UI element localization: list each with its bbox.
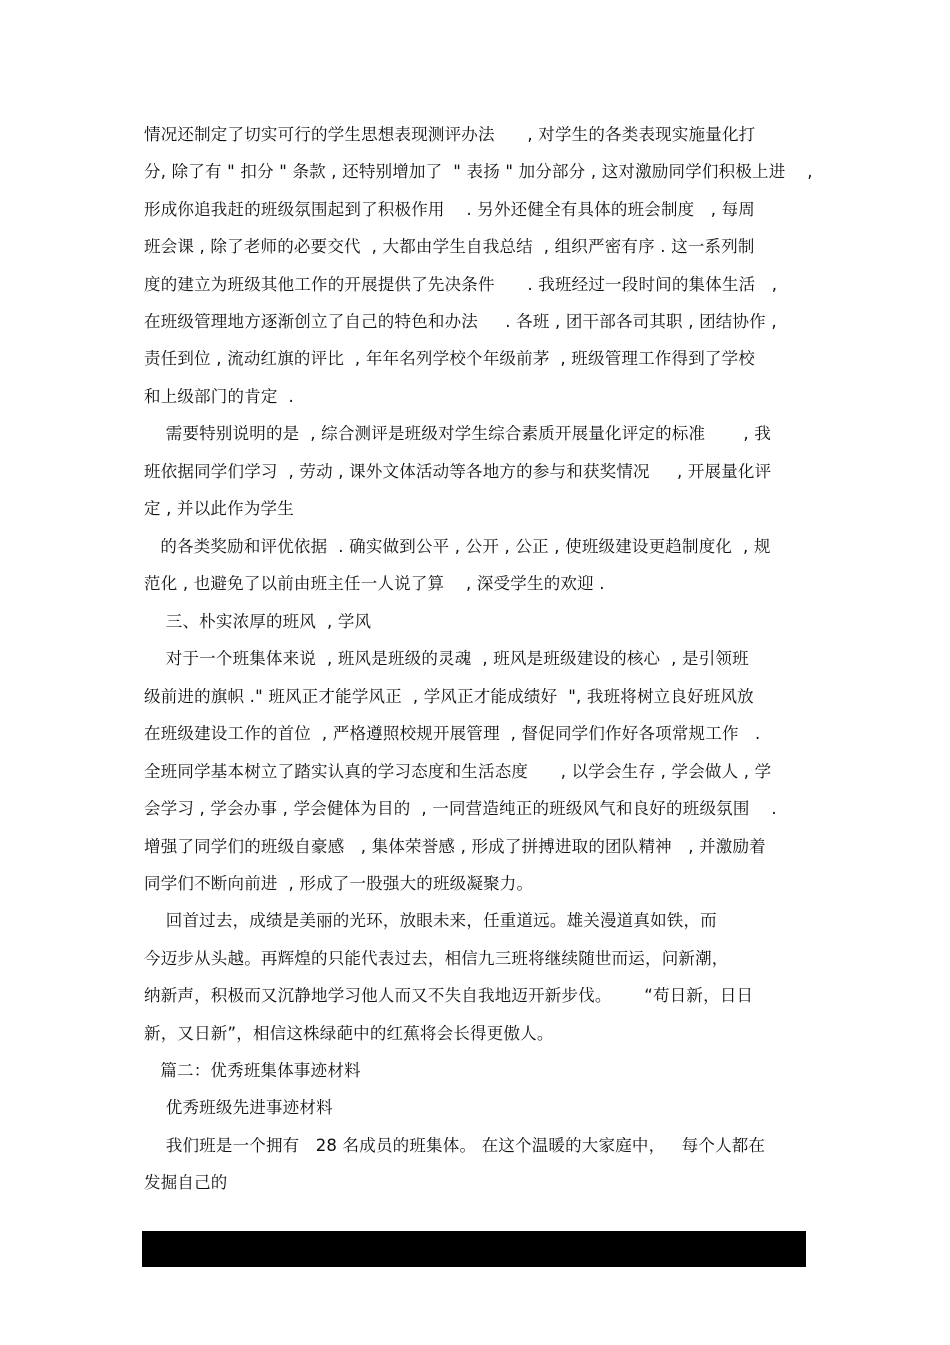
text-line: 在班级管理地方逐渐创立了自己的特色和办法 . 各班 , 团干部各司其职 , 团结协作 ,: [144, 312, 777, 331]
text-line: 我们班是一个拥有 28 名成员的班集体。 在这个温暖的大家庭中， 每个人都在: [144, 1136, 766, 1155]
text-line: 需要特别说明的是 , 综合测评是班级对学生综合素质开展量化评定的标准 , 我: [144, 424, 771, 443]
text-line: 全班同学基本树立了踏实认真的学习态度和生活态度 , 以学会生存 , 学会做人 , 学: [144, 762, 772, 781]
text-line: 发掘自己的: [144, 1173, 228, 1192]
text-line: 责任到位 , 流动红旗的评比 , 年年名列学校个年级前茅 , 班级管理工作得到了学校: [144, 349, 755, 368]
text-line: 度的建立为班级其他工作的开展提供了先决条件 . 我班经过一段时间的集体生活 ,: [144, 275, 778, 294]
text-line: 情况还制定了切实可行的学生思想表现测评办法 , 对学生的各类表现实施量化打: [144, 125, 756, 144]
text-line: 会学习 , 学会办事 , 学会健体为目的 , 一同营造纯正的班级风气和良好的班级氛围 .: [144, 799, 777, 818]
section-heading: 三、朴实浓厚的班风 , 学风: [144, 612, 372, 631]
black-footer-bar: [142, 1231, 806, 1267]
text-line: 范化 , 也避免了以前由班主任一人说了算 , 深受学生的欢迎 .: [144, 574, 605, 593]
text-line: 对于一个班集体来说 , 班风是班级的灵魂 , 班风是班级建设的核心 , 是引领班: [144, 649, 749, 668]
text-line: 和上级部门的肯定 .: [144, 387, 294, 406]
text-line: 在班级建设工作的首位 , 严格遵照校规开展管理 , 督促同学们作好各项常规工作 .: [144, 724, 761, 743]
text-line: 纳新声，积极而又沉静地学习他人而又不失自我地迈开新步伐。 “苟日新，日日: [144, 986, 754, 1005]
text-line: 班会课 , 除了老师的必要交代 , 大都由学生自我总结 , 组织严密有序 . 这一系列制: [144, 237, 755, 256]
text-line: 班依据同学们学习 , 劳动 , 课外文体活动等各地方的参与和获奖情况 , 开展量化评: [144, 462, 772, 481]
section-heading: 篇二：优秀班集体事迹材料: [144, 1061, 361, 1080]
text-line: 同学们不断向前进 , 形成了一股强大的班级凝聚力。: [144, 874, 534, 893]
text-line: 回首过去，成绩是美丽的光环，放眼未来，任重道远。雄关漫道真如铁，而: [144, 911, 717, 930]
text-line: 定 , 并以此作为学生: [144, 499, 294, 518]
text-line: 分, 除了有 " 扣分 " 条款 , 还特别增加了 " 表扬 " 加分部分 , 这对激励同学们积极上进 ,: [144, 162, 813, 181]
section-heading: 优秀班级先进事迹材料: [144, 1098, 333, 1117]
text-line: 形成你追我赶的班级氛围起到了积极作用 . 另外还健全有具体的班会制度 , 每周: [144, 200, 755, 219]
text-line: 级前进的旗帜 ." 班风正才能学风正 , 学风正才能成绩好 ", 我班将树立良好班风放: [144, 687, 754, 706]
text-line: 新，又日新”，相信这株绿葩中的红蕉将会长得更傲人。: [144, 1024, 554, 1043]
text-line: 增强了同学们的班级自豪感 , 集体荣誉感 , 形成了拼搏进取的团队精神 , 并激励着: [144, 837, 766, 856]
text-line: 今迈步从头越。再辉煌的只能代表过去，相信九三班将继续随世而运，问新潮，: [144, 949, 729, 968]
text-line: 的各类奖励和评优依据 . 确实做到公平 , 公开 , 公正 , 使班级建设更趋制度化 , 规: [144, 537, 771, 556]
